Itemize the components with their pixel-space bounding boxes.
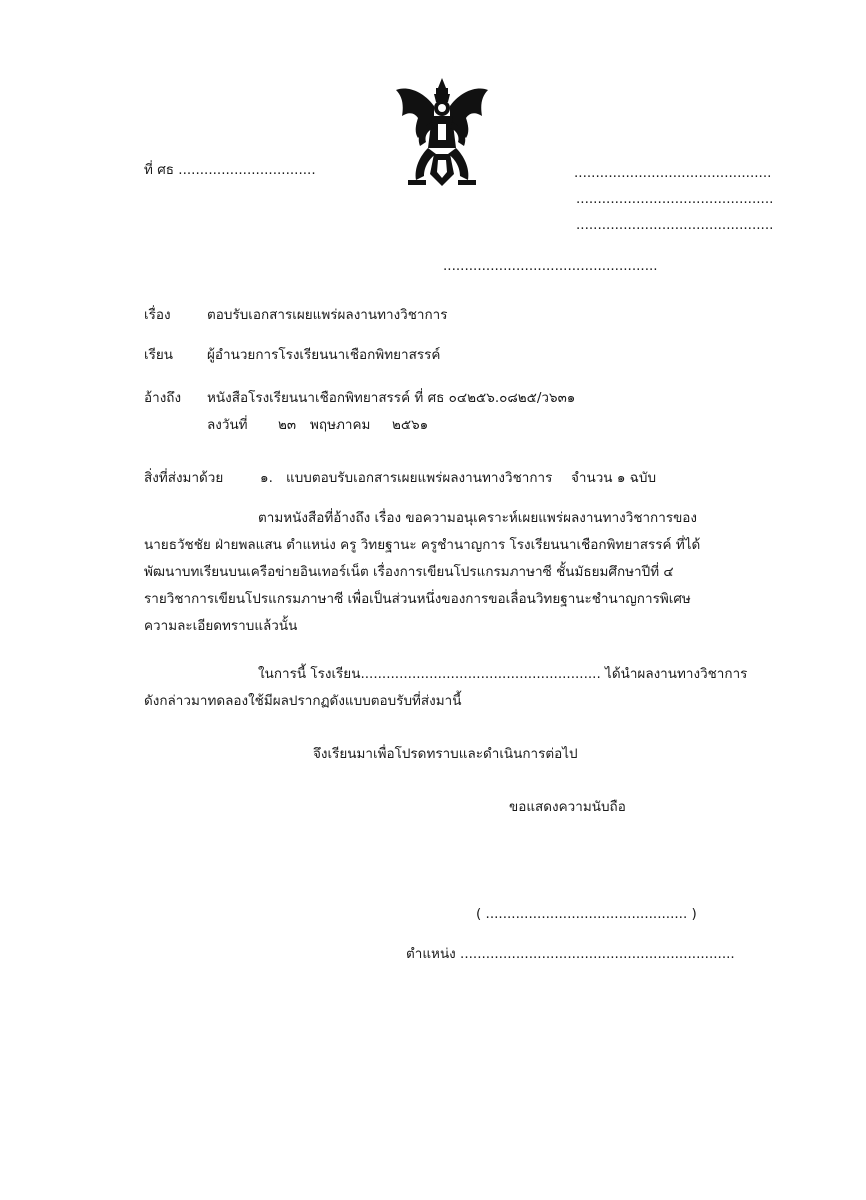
reference-date-year: ๒๕๖๑ [392,417,429,433]
body-paragraph-2 [144,661,747,715]
paragraph-line: นายธวัชชัย ฝ่ายพลแสน ตำแหน่ง ครู วิทยฐานะ ครูชำนาญการ โรงเรียนนาเชือกพิทยาสรรค์ ที่ได้ [144,537,701,553]
body-paragraph-1 [144,505,700,640]
recipient-text: ผู้อำนวยการโรงเรียนนาเชือกพิทยาสรรค์ [207,347,441,363]
enclosure-number: ๑. [260,470,273,486]
enclosure-text: แบบตอบรับเอกสารเผยแพร่ผลงานทางวิชาการ [286,470,553,486]
reference-text: หนังสือโรงเรียนนาเชือกพิทยาสรรค์ ที่ ศธ ๐๔๒๕๖.๐๘๒๕/ว๖๓๑ [207,390,576,406]
subject-text: ตอบรับเอกสารเผยแพร่ผลงานทางวิชาการ [207,307,448,323]
enclosure-quantity: จำนวน ๑ ฉบับ [571,470,657,486]
sender-address-line-3: .............................................. [576,217,774,233]
closing-salutation: ขอแสดงความนับถือ [509,799,626,815]
garuda-emblem-icon [392,76,492,194]
paragraph-line: ดังกล่าวมาทดลองใช้มีผลปรากฏดังแบบตอบรับที่ส่งมานี้ [144,693,462,709]
paragraph-line: ตามหนังสือที่อ้างถึง เรื่อง ขอความอนุเคราะห์เผยแพร่ผลงานทางวิชาการของ [258,510,697,526]
letter-date: .................................................. [443,258,658,274]
subject-label: เรื่อง [144,307,171,323]
reference-number: ที่ ศธ ................................ [144,162,316,178]
signature-position-line: ตำแหน่ง ................................................................ [406,946,735,962]
reference-date-label: ลงวันที่ [207,417,248,433]
reference-label: อ้างถึง [144,390,182,406]
paragraph-line: พัฒนาบทเรียนบนเครือข่ายอินเทอร์เน็ต เรื่องการเขียนโปรแกรมภาษาซี ชั้นมัธยมศึกษาปีที่ ๔ [144,564,674,580]
paragraph-line: ในการนี้ โรงเรียน........................................................ ได้นำผลงานทางวิชาการ [258,666,748,682]
recipient-label: เรียน [144,347,174,363]
sender-address-line-2: .............................................. [576,191,774,207]
paragraph-line: รายวิชาการเขียนโปรแกรมภาษาซี เพื่อเป็นส่วนหนึ่งของการขอเลื่อนวิทยฐานะชำนาญการพิเศษ [144,591,691,607]
sender-address-line-1: .............................................. [574,165,772,181]
paragraph-line: ความละเอียดทราบแล้วนั้น [144,618,298,634]
reference-date-day: ๒๓ [278,417,297,433]
signature-name-line: ( ............................................... ) [476,906,697,922]
closing-request: จึงเรียนมาเพื่อโปรดทราบและดำเนินการต่อไป [313,746,578,762]
enclosure-label: สิ่งที่ส่งมาด้วย [144,470,224,486]
reference-date-month: พฤษภาคม [310,417,371,433]
